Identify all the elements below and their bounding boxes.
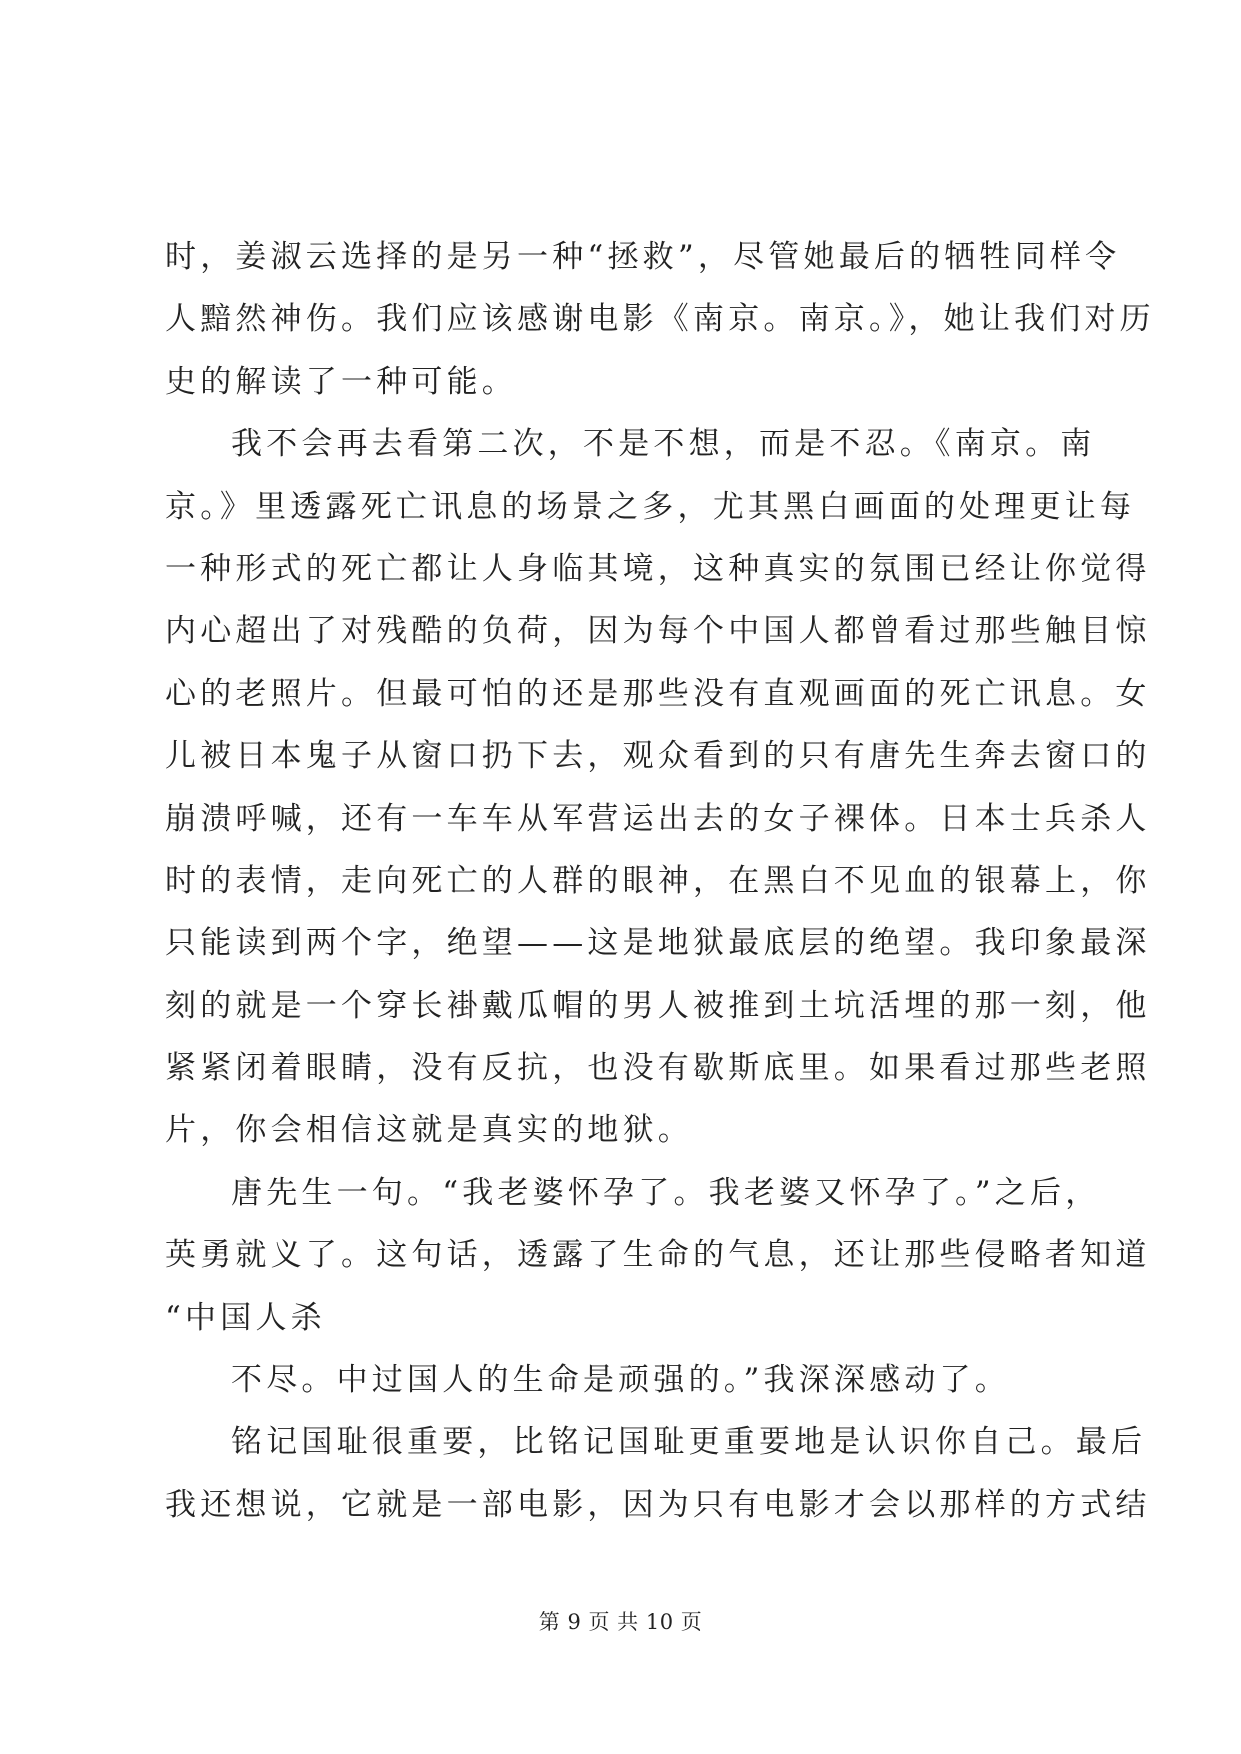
paragraph-start-line: 我不会再去看第二次，不是不想，而是不忍。《南京。南 bbox=[231, 426, 1096, 463]
text-line: 时的表情，走向死亡的人群的眼神，在黑白不见血的银幕上，你 bbox=[165, 862, 1151, 899]
text-line: 心的老照片。但最可怕的还是那些没有直观画面的死亡讯息。女 bbox=[165, 675, 1151, 712]
paragraph-start-line: 不尽。中过国人的生命是顽强的。”我深深感动了。 bbox=[231, 1362, 1010, 1399]
text-line: “中国人杀 bbox=[165, 1299, 326, 1336]
paragraph-start-line: 唐先生一句。“我老婆怀孕了。我老婆又怀孕了。”之后， bbox=[231, 1174, 1101, 1211]
text-line: 时，姜淑云选择的是另一种“拯救”，尽管她最后的牺牲同样令 bbox=[165, 239, 1121, 275]
text-line: 内心超出了对残酷的负荷，因为每个中国人都曾看过那些触目惊 bbox=[165, 613, 1151, 650]
text-line: 片，你会相信这就是真实的地狱。 bbox=[165, 1112, 693, 1149]
text-line: 人黯然神伤。我们应该感谢电影《南京。南京。》，她让我们对历 bbox=[165, 301, 1155, 338]
text-line: 崩溃呼喊，还有一车车从军营运出去的女子裸体。日本士兵杀人 bbox=[165, 800, 1151, 837]
paragraph-start-line: 铭记国耻很重要，比铭记国耻更重要地是认识你自己。最后 bbox=[231, 1424, 1147, 1461]
text-line: 一种形式的死亡都让人身临其境，这种真实的氛围已经让你觉得 bbox=[165, 550, 1151, 587]
document-body bbox=[165, 226, 1155, 1536]
text-line: 刻的就是一个穿长褂戴瓜帽的男人被推到土坑活埋的那一刻，他 bbox=[165, 987, 1151, 1024]
text-line: 儿被日本鬼子从窗口扔下去，观众看到的只有唐先生奔去窗口的 bbox=[165, 738, 1151, 775]
text-line: 我还想说，它就是一部电影，因为只有电影才会以那样的方式结 bbox=[165, 1486, 1151, 1523]
text-line: 紧紧闭着眼睛，没有反抗，也没有歇斯底里。如果看过那些老照 bbox=[165, 1050, 1151, 1087]
page-number-footer: 第 9 页 共 10 页 bbox=[538, 1610, 703, 1634]
text-line: 英勇就义了。这句话，透露了生命的气息，还让那些侵略者知道 bbox=[165, 1237, 1151, 1274]
text-line: 史的解读了一种可能。 bbox=[165, 363, 517, 400]
text-line: 京。》里透露死亡讯息的场景之多，尤其黑白画面的处理更让每 bbox=[165, 488, 1136, 525]
text-line: 只能读到两个字，绝望——这是地狱最底层的绝望。我印象最深 bbox=[165, 925, 1151, 962]
